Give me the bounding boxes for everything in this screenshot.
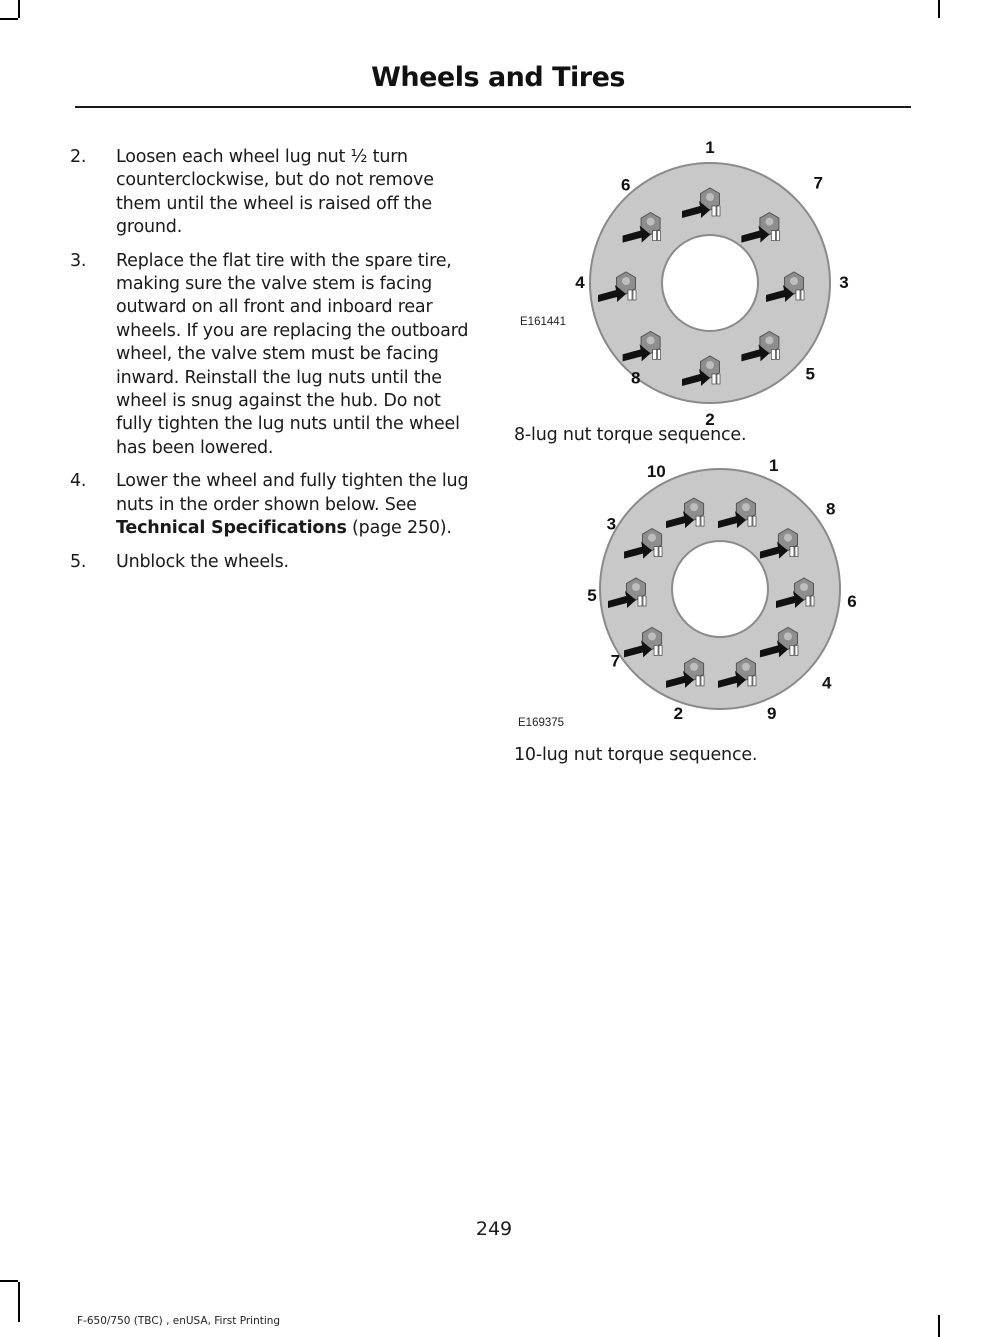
cross-reference-link[interactable]: Technical Specifications [116,518,347,539]
page-title: Wheels and Tires [371,62,625,93]
lug-sequence-label: 2 [705,410,715,429]
procedure-steps [68,146,478,584]
step-text: Loosen each wheel lug nut ½ turn counterclockwise, but do not remove them until the wheel is raised off the ground. [116,147,434,238]
lug-sequence-label: 5 [805,364,816,384]
lug-nut-highlight [632,583,640,591]
figure-code: E169375 [518,717,565,729]
step-text: Lower the wheel and fully tighten the lug nuts in the order shown below. See [116,471,469,515]
lug-sequence-label: 6 [847,592,857,611]
hub-hole [662,235,758,331]
footer-text: F-650/750 (TBC) , enUSA, First Printing [77,1315,281,1327]
lug-sequence-label: 6 [620,175,631,195]
lug-sequence-label: 3 [606,514,617,534]
step-item [68,470,478,540]
lug-nut-highlight [706,361,714,369]
hub-hole [672,541,768,637]
header-divider [75,106,911,108]
step-item [68,250,478,461]
lug-sequence-label: 2 [673,704,684,724]
lug-nut-highlight [648,534,656,542]
lug-sequence-label: 4 [821,673,832,693]
lug-nut-highlight [742,663,750,671]
lug-nut-highlight [690,503,698,511]
step-number: 5. [70,551,87,572]
lug-nut-highlight [647,218,655,226]
lug-nut-highlight [622,277,630,285]
step-number: 4. [70,471,87,492]
lug-nut-highlight [765,218,773,226]
lug-nut-diagram-8 [510,138,870,429]
step-text: Unblock the wheels. [116,551,289,572]
lug-sequence-label: 8 [825,499,836,519]
lug-nut-highlight [742,503,750,511]
lug-nut-highlight [648,632,656,640]
lug-sequence-label: 1 [705,138,715,157]
crop-mark [18,1282,20,1322]
figure-code: E161441 [520,316,567,328]
lug-sequence-label: 1 [768,455,779,475]
figure-caption: 10-lug nut torque sequence. [514,745,758,765]
crop-mark [0,18,18,20]
page-reference: (page 250). [346,518,452,539]
lug-sequence-label: 5 [587,586,597,605]
crop-mark [18,0,20,18]
crop-mark [938,0,940,18]
lug-nut-highlight [784,632,792,640]
lug-nut-highlight [765,336,773,344]
step-number: 3. [70,250,87,271]
step-number: 2. [70,147,87,167]
step-item [68,146,478,240]
lug-sequence-label: 8 [630,368,641,388]
lug-sequence-label: 9 [766,704,777,724]
lug-sequence-label: 7 [610,651,621,671]
lug-sequence-label: 3 [839,273,849,292]
step-text: Replace the flat tire with the spare tire, making sure the valve stem is facing outward on all front and inboard rear wheels. If you are replacing the outboard wheel, the valve stem must be facing inward. Reinstall the lug nuts until the wheel is snug against the hub. Do not fully tighten the lug nuts until the wheel has been lowered. [116,250,469,458]
crop-mark [938,1315,940,1337]
lug-nut-highlight [647,336,655,344]
lug-nut-highlight [690,663,698,671]
lug-nut-highlight [800,583,808,591]
lug-nut-highlight [784,534,792,542]
lug-sequence-label: 4 [575,273,585,292]
lug-nut-diagram-10 [510,455,870,735]
lug-nut-highlight [790,277,798,285]
crop-mark [0,1280,18,1282]
lug-nut-highlight [706,193,714,201]
lug-sequence-label: 7 [813,173,824,193]
lug-sequence-label: 10 [646,461,666,481]
page-number: 249 [475,1218,513,1240]
figure-caption: 8-lug nut torque sequence. [514,425,747,445]
step-item [68,551,478,574]
